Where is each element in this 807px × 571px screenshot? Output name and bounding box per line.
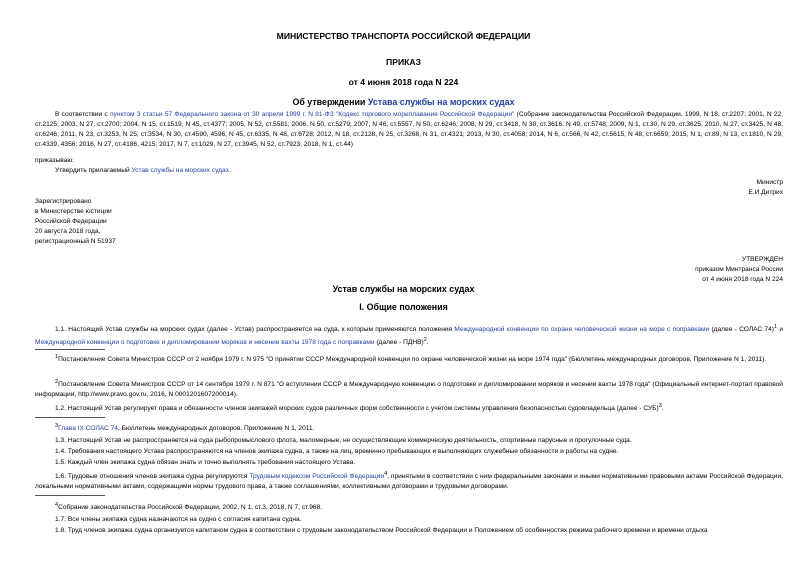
approve-ustav-link[interactable]: Устав службы на морских судах: [131, 167, 229, 174]
kodeks-article-link[interactable]: пунктом 3 статьи 57 Федерального закона от 30 апреля 1999 г. N 81-ФЗ "Кодекс торгового мореплавания Российской Федерации": [109, 111, 515, 118]
doc-date-number: от 4 июня 2018 года N 224: [348, 77, 459, 87]
doc-title-prefix: Об утверждении: [292, 97, 368, 107]
prikazyvayu-text: приказываю:: [35, 157, 75, 164]
pdnv-link[interactable]: Международной конвенции о подготовке и дипломировании моряков и несении вахты 1978 года с поправками: [35, 339, 375, 347]
doc-title-link[interactable]: Устава службы на морских судах: [367, 97, 515, 107]
footnote-ref-4[interactable]: 4: [384, 471, 388, 477]
footnote-ref-3[interactable]: 3: [658, 403, 662, 409]
footnote-4-text: Собрание законодательства Российской Федерации, 2002, N 1, ст.3, 2018, N 7, ст.968.: [58, 504, 323, 512]
footnote-3-text: , Бюллетень международных договоров, Приложение N 1, 2011.: [117, 425, 315, 433]
footnote-divider: [35, 417, 105, 418]
approved-line-2: приказом Минтранса России: [695, 266, 783, 273]
labor-code-link[interactable]: Трудовым кодексом Российской Федерации: [249, 473, 385, 481]
footnote-2: [35, 377, 783, 400]
footnote-ref-1[interactable]: 1: [773, 324, 778, 330]
doc-type-heading: ПРИКАЗ: [386, 57, 421, 67]
preamble-paragraph: [35, 110, 783, 150]
registration-line-3: Российской Федерации: [35, 218, 107, 225]
clause-1-1-text-e: .: [426, 339, 429, 347]
clause-1-2-end: .: [661, 405, 664, 413]
approve-paragraph: [55, 166, 231, 176]
footnote-2-mark: 2: [55, 379, 59, 385]
ministry-heading: МИНИСТЕРСТВО ТРАНСПОРТА РОССИЙСКОЙ ФЕДЕРАЦИИ: [276, 31, 531, 41]
clause-1-1-text-d: (далее - ПДНВ): [374, 339, 424, 347]
clause-1-7: 1.7. Все члены экипажа судна назначаются на судно с согласия капитана судна.: [55, 516, 302, 523]
clause-1-6-text-b: , принятыми в соответствии с ним федеральными законами и иными нормативными правовыми актами Российской Федерации, локальными нормативными актами, содержащими нормы трудового права, а также соглашениями, коллективными договорами и трудовыми договорами.: [35, 473, 784, 491]
preamble-text-citations: (Собрание законодательства Российской Федерации, 1999, N 18, ст.2207; 2001, N 22, ст.2125; 2003, N 27, ст.2700; 2004, N 15, ст.1519, N 45, ст.4377; 2005, N 52, ст.5581; 2006, N 50, ст.5279; 2007, N 46, ст.5557, N 50, ст.6246; 2008, N 29, ст.3418, N 30, ст.3616, N 49, ст.5748; 2009, N 1, ст.30, N 29, ст.3625; 2010, N 27, ст.3425, N 48, ст.6246; 2011, N 23, ст.3253, N 25, ст.3534, N 30, ст.4590, 4596, N 45, ст.6335, N 48, ст.6728; 2012, N 18, ст.2128, N 25, ст.3268, N 31, ст.4321; 2013, N 30, ст.4058; 2014, N 6, ст.566, N 42, ст.5615, N 48, ст.6659; 2015, N 1, ст.89, N 13, ст.1810, N 29, ст.4339, 4356; 2016, N 27, ст.4186, 4215; 2017, N 7, ст.1029, N 27, ст.3945, N 52, ст.7923; 2018, N 1, ст.44): [35, 111, 784, 148]
registration-line-2: в Министерстве юстиции: [35, 208, 112, 215]
clause-1-1-text-a: 1.1. Настоящий Устав службы на морских судах (далее - Устав) распространяется на суда, к которым применяются положения: [55, 326, 455, 334]
registration-block: [35, 197, 116, 247]
clause-1-8: 1.8. Труд членов экипажа судна организуется капитаном судна в соответствии с трудовым законодательством Российской Федерации и Положением об особенностях режима рабочего времени и времени отдыха: [55, 527, 708, 534]
footnote-1-mark: 1: [55, 354, 59, 360]
clause-1-1-text-b: (далее - СОЛАС 74): [709, 326, 774, 334]
clause-1-6: [35, 469, 783, 492]
minister-signature: [748, 178, 783, 198]
preamble-text-start: В соответствии с: [55, 111, 110, 118]
registration-line-1: Зарегистрировано: [35, 198, 92, 205]
clause-1-6-text-a: 1.6. Трудовые отношения членов экипажа судна регулируются: [55, 473, 250, 481]
approve-suffix: .: [229, 167, 231, 174]
footnote-4: [55, 500, 783, 513]
footnote-ref-2[interactable]: 2: [423, 337, 427, 344]
footnote-4-mark: 4: [55, 502, 59, 508]
footnote-3-mark: 3: [55, 423, 59, 429]
registration-line-5: регистрационный N 51937: [35, 238, 116, 245]
clause-1-1-text-c: и: [777, 326, 784, 334]
footnote-divider: [35, 349, 105, 350]
section-heading: I. Общие положения: [359, 302, 448, 312]
clause-1-5: 1.5. Каждый член экипажа судна обязан знать и точно выполнять требования настоящего Устава.: [55, 459, 356, 466]
clause-1-2-text: 1.2. Настоящий Устав регулирует права и обязанности членов экипажей морских судов различных форм собственности с учетом системы управления безопасностью судовладельца (далее - СУБ): [55, 405, 659, 413]
minister-name: Е.И.Дитрих: [748, 189, 783, 196]
footnote-2-text: Постановление Совета Министров СССР от 14 сентября 1979 г. N 871 "О вступлении СССР в Международную конвенцию о подготовке и дипломировании моряков и несении вахты 1978 года" (Официальный интернет-портал правовой информации, http://www.pravo.gov.ru, 2016, N 0001201607200014).: [35, 381, 783, 399]
solas-link[interactable]: Международной конвенции по охране человеческой жизни на море с поправками: [454, 326, 710, 334]
approved-line-1: УТВЕРЖДЕН: [741, 256, 783, 263]
clause-1-4: 1.4. Требования настоящего Устава распространяются на членов экипажа судна, а также на лиц, временно пребывающих и выполняющих служебные обязанности и работы на судне.: [55, 448, 619, 455]
footnote-divider: [35, 495, 105, 496]
clause-1-2: [55, 401, 783, 414]
doc-title: [0, 97, 807, 107]
approved-line-3: от 4 июня 2018 года N 224: [702, 276, 783, 283]
registration-line-4: 20 августа 2018 года,: [35, 228, 101, 235]
approved-stamp: [695, 255, 783, 285]
footnote-1: [35, 352, 783, 365]
footnote-3: [55, 421, 783, 434]
solas-chapter-ix-link[interactable]: Глава IX СОЛАС 74: [58, 425, 118, 433]
footnote-1-text: Постановление Совета Министров СССР от 2 ноября 1979 г. N 975 "О принятии СССР Международной конвенции по охране человеческой жизни на море 1974 года" (Бюллетень международных договоров, Приложение N 1, 2011).: [58, 356, 767, 364]
ustav-title: Устав службы на морских судах: [332, 284, 475, 294]
clause-1-3: 1.3. Настоящий Устав не распространяется на суда рыбопромыслового флота, маломерные, не осуществляющие коммерческую деятельность, спортивные парусные и прогулочные суда.: [55, 437, 632, 444]
approve-prefix: Утвердить прилагаемый: [55, 167, 132, 174]
minister-position: Министр: [756, 179, 783, 186]
clause-1-1: [35, 322, 783, 348]
